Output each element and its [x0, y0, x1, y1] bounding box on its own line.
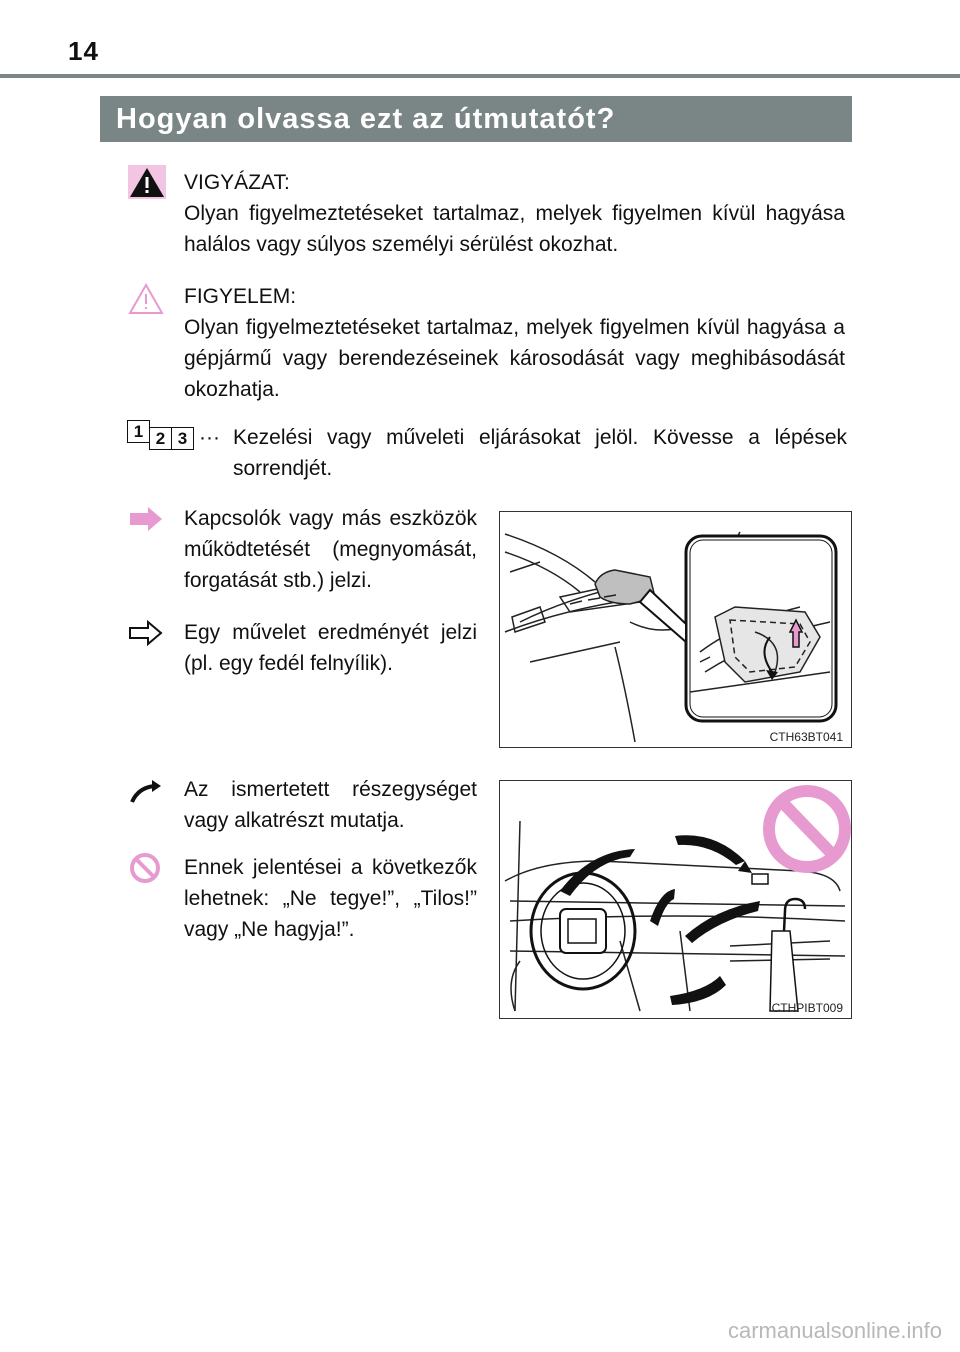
steps-text: Kezelési vagy műveleti eljárásokat jelöl. Kövesse a lépések sorrendjét.: [233, 426, 847, 480]
operation-text: Kapcsolók vagy más eszközök működtetését (megnyomását, forgatását stb.) jelzi.: [184, 507, 477, 592]
notice-heading: FIGYELEM:: [184, 285, 297, 308]
numbered-steps-icon: [127, 420, 197, 454]
dashboard-illustration: [500, 781, 851, 1018]
component-text: Az ismertetett részegységet vagy alkatrészt mutatja.: [184, 778, 477, 832]
page-title: Hogyan olvassa ezt az útmutatót?: [100, 96, 852, 142]
watermark: carmanualsonline.info: [727, 1318, 942, 1343]
prohibition-icon: [129, 852, 161, 884]
steps-ellipsis: ···: [199, 426, 220, 449]
figure-code: CTH63BT041: [769, 730, 843, 744]
notice-text: Olyan figyelmeztetéseket tartalmaz, melyek figyelmen kívül hagyása a gépjármű vagy berendezéseinek károsodását vagy meghibásodását okozhatja.: [184, 316, 845, 401]
outline-arrow-icon: [129, 620, 163, 646]
step-number-2: 2: [149, 427, 172, 450]
warning-heading: VIGYÁZAT:: [184, 171, 290, 194]
filled-arrow-icon: [129, 506, 163, 532]
curved-pointer-arrow-icon: [130, 780, 162, 806]
figure-dashboard: [499, 780, 852, 1019]
caution-triangle-outline-icon: [128, 282, 164, 316]
warning-text: Olyan figyelmeztetéseket tartalmaz, melyek figyelmen kívül hagyása halálos vagy súlyos személyi sérülést okozhat.: [184, 202, 845, 256]
figure-overhead-console: [499, 511, 852, 748]
prohibition-text: Ennek jelentései a következők lehetnek: „Ne tegye!”, „Tilos!” vagy „Ne hagyja!”.: [184, 856, 477, 941]
step-number-3: 3: [171, 427, 194, 450]
overhead-console-illustration: [500, 512, 851, 747]
figure-code: CTHPIBT009: [771, 1001, 843, 1015]
step-number-1: 1: [127, 420, 150, 443]
warning-triangle-filled-icon: [128, 165, 166, 199]
result-text: Egy művelet eredményét jelzi (pl. egy fedél felnyílik).: [184, 621, 477, 675]
top-rule: [0, 74, 960, 78]
page-number: 14: [68, 36, 99, 66]
